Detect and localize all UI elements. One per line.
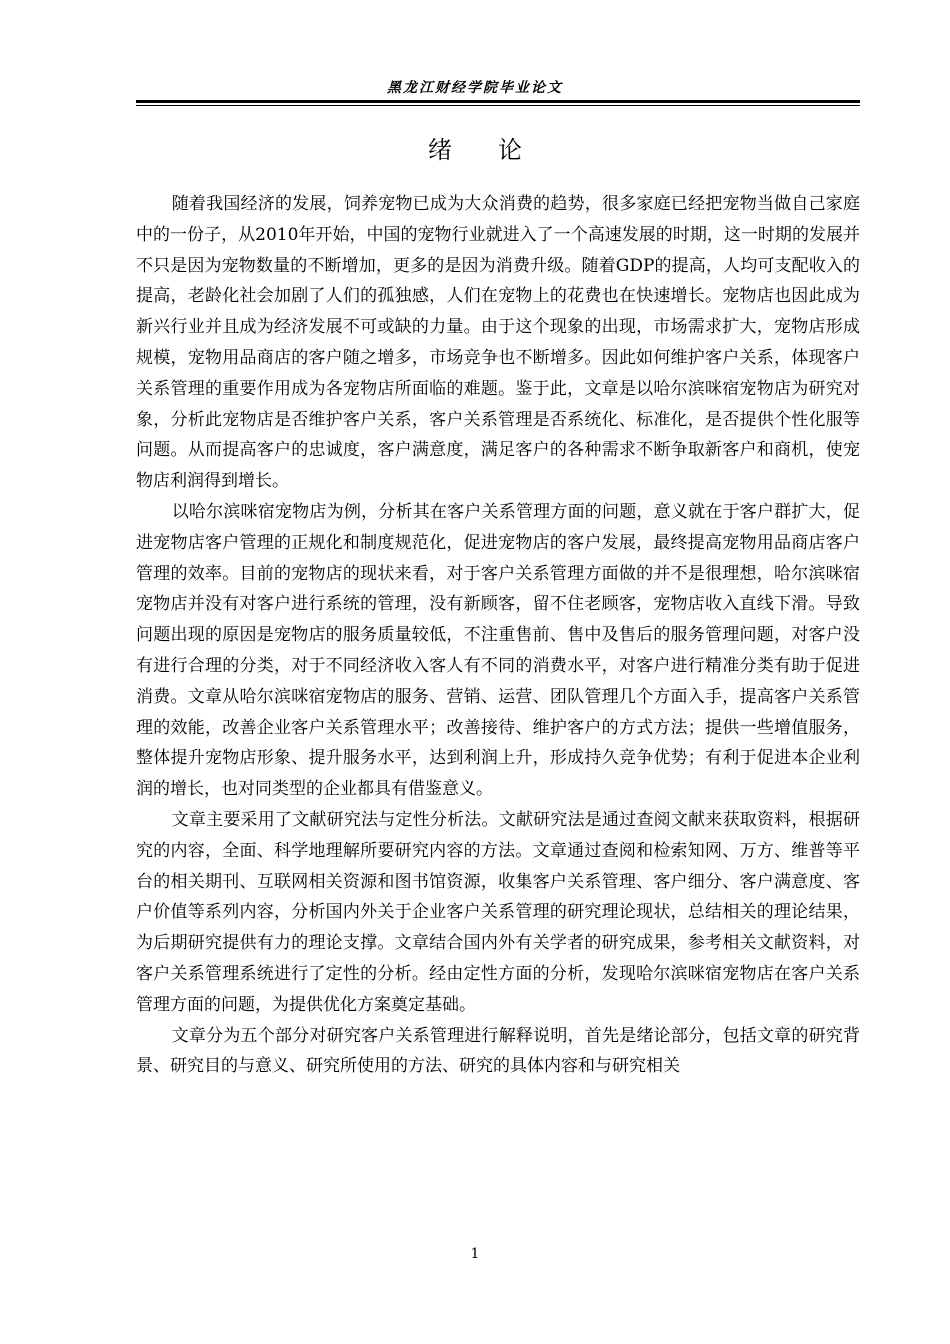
paragraph: 文章主要采用了文献研究法与定性分析法。文献研究法是通过查阅文献来获取资料，根据研究的内容，全面、科学地理解所要研究内容的方法。文章通过查阅和检索知网、万方、维普等平台的相关期刊、互联网相关资源和图书馆资源，收集客户关系管理、客户细分、客户满意度、客户价值等系列内容，分析国内外关于企业客户关系管理的研究理论现状，总结相关的理论结果，为后期研究提供有力的理论支撑。文章结合国内外有关学者的研究成果，参考相关文献资料，对客户关系管理系统进行了定性的分析。经由定性方面的分析，发现哈尔滨咪宿宠物店在客户关系管理方面的问题，为提供优化方案奠定基础。: [136, 809, 860, 1015]
chapter-title: 绪论: [428, 136, 568, 164]
page-header-title: 黑龙江财经学院毕业论文: [387, 80, 563, 96]
body-text: [136, 189, 860, 1082]
header-rule-thick: [136, 100, 860, 103]
paragraph: 随着我国经济的发展，饲养宠物已成为大众消费的趋势，很多家庭已经把宠物当做自己家庭中的一份子，从2010年开始，中国的宠物行业就进入了一个高速发展的时期，这一时期的发展并不只是因为宠物数量的不断增加，更多的是因为消费升级。随着GDP的提高，人均可支配收入的提高，老龄化社会加剧了人们的孤独感，人们在宠物上的花费也在快速增长。宠物店也因此成为新兴行业并且成为经济发展不可或缺的力量。由于这个现象的出现，市场需求扩大，宠物店形成规模，宠物用品商店的客户随之增多，市场竞争也不断增多。因此如何维护客户关系，体现客户关系管理的重要作用成为各宠物店所面临的难题。鉴于此，文章是以哈尔滨咪宿宠物店为研究对象，分析此宠物店是否维护客户关系，客户关系管理是否系统化、标准化，是否提供个性化服等问题。从而提高客户的忠诚度，客户满意度，满足客户的各种需求不断争取新客户和商机，使宠物店利润得到增长。: [136, 194, 860, 492]
page-number: 1: [470, 1246, 480, 1262]
paragraph: 以哈尔滨咪宿宠物店为例，分析其在客户关系管理方面的问题，意义就在于客户群扩大，促进宠物店客户管理的正规化和制度规范化，促进宠物店的客户发展，最终提高宠物用品商店客户管理的效率。目前的宠物店的现状来看，对于客户关系管理方面做的并不是很理想，哈尔滨咪宿宠物店并没有对客户进行系统的管理，没有新顾客，留不住老顾客，宠物店收入直线下滑。导致问题出现的原因是宠物店的服务质量较低，不注重售前、售中及售后的服务管理问题，对客户没有进行合理的分类，对于不同经济收入客人有不同的消费水平，对客户进行精准分类有助于促进消费。文章从哈尔滨咪宿宠物店的服务、营销、运营、团队管理几个方面入手，提高客户关系管理的效能，改善企业客户关系管理水平；改善接待、维护客户的方式方法；提供一些增值服务，整体提升宠物店形象、提升服务水平，达到利润上升，形成持久竞争优势；有利于促进本企业利润的增长，也对同类型的企业都具有借鉴意义。: [136, 501, 860, 800]
paragraph: 文章分为五个部分对研究客户关系管理进行解释说明，首先是绪论部分，包括文章的研究背景、研究目的与意义、研究所使用的方法、研究的具体内容和与研究相关: [136, 1025, 860, 1077]
header-rule-thin: [136, 105, 860, 106]
